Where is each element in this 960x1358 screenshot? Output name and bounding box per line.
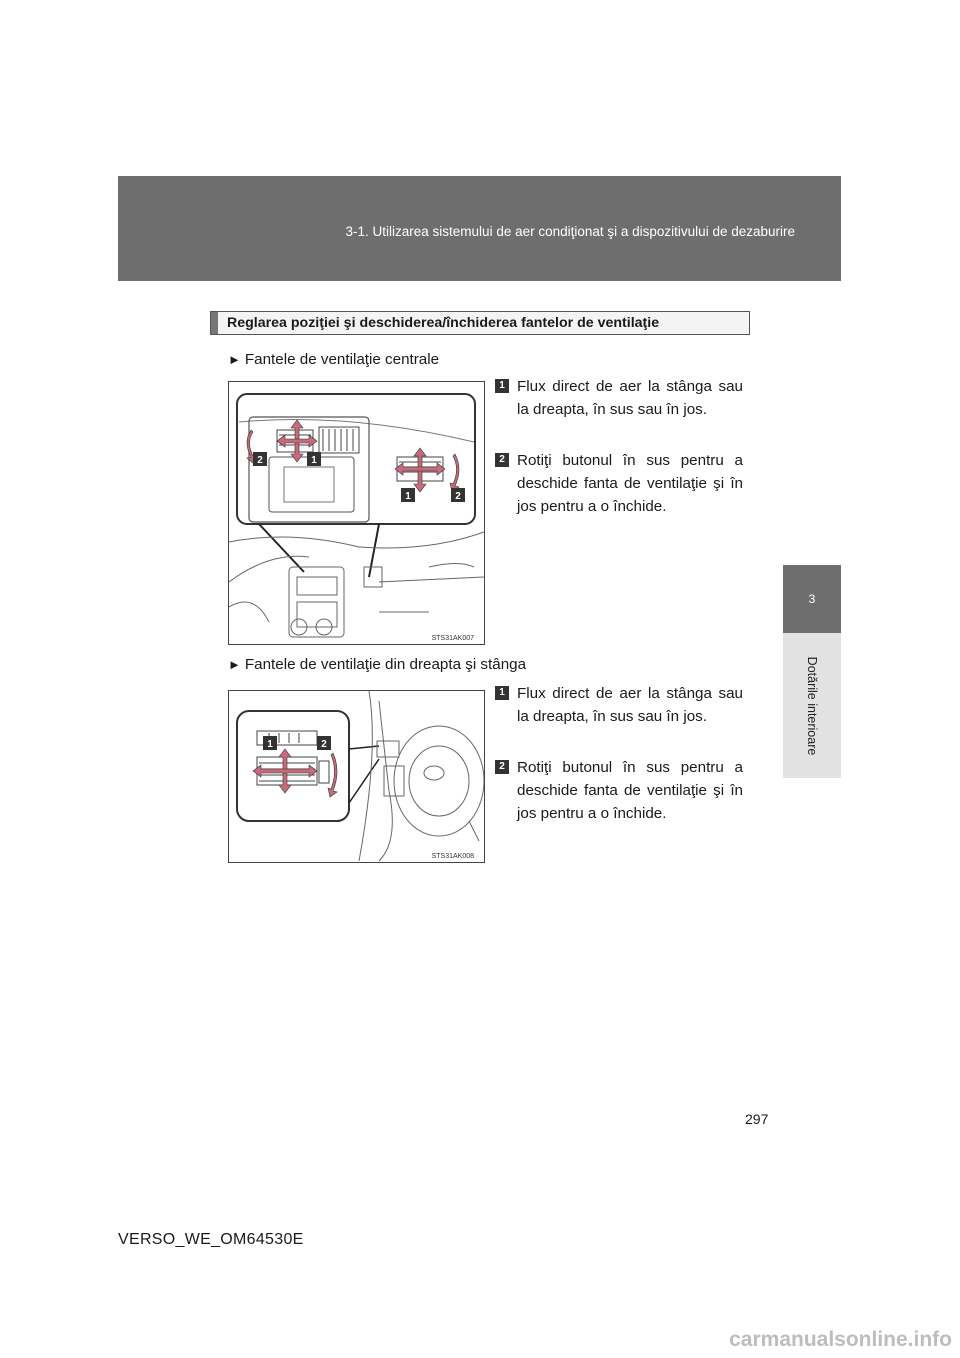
item-text: Flux direct de aer la stânga sau la dreapta, în sus sau în jos. (517, 378, 743, 418)
side-vents-item-1 (495, 682, 743, 728)
side-vents-illustration (229, 691, 484, 862)
chapter-header-band (118, 176, 841, 281)
side-vents-item-2 (495, 756, 743, 825)
callout-1: 1 (311, 455, 317, 466)
figure-code-side: STS31AK008 (431, 853, 474, 860)
chapter-tab-label-text: Dotările interioare (805, 656, 819, 755)
page-number: 297 (745, 1111, 769, 1127)
item-number-badge: 1 (495, 379, 509, 393)
item-number-badge: 2 (495, 453, 509, 467)
center-vents-item-2 (495, 449, 743, 518)
subsection-heading-text: Fantele de ventilaţie din dreapta şi stânga (244, 656, 527, 673)
item-number-badge: 1 (495, 686, 509, 700)
callout-1b: 1 (405, 491, 411, 502)
subsection-heading-text: Fantele de ventilaţie centrale (244, 351, 440, 368)
subsection-heading-side-vents (228, 656, 526, 673)
chapter-tab-number: 3 (783, 565, 841, 633)
chapter-breadcrumb: 3-1. Utilizarea sistemului de aer condiţionat şi a dispozitivului de dezaburire (345, 224, 795, 239)
callout-2b: 2 (455, 491, 461, 502)
item-number-badge: 2 (495, 760, 509, 774)
footer-document-code: VERSO_WE_OM64530E (118, 1231, 304, 1248)
bullet-triangle-icon: ► (228, 352, 241, 367)
item-text: Rotiţi butonul în sus pentru a deschide fanta de ventilaţie şi în jos pentru a o închide. (517, 759, 743, 822)
bullet-triangle-icon: ► (228, 657, 241, 672)
item-text: Rotiţi butonul în sus pentru a deschide fanta de ventilaţie şi în jos pentru a o închide. (517, 452, 743, 515)
watermark-text: carmanualsonline.info (729, 1328, 952, 1351)
center-vents-item-1 (495, 375, 743, 421)
callout-1c: 1 (267, 739, 273, 750)
subsection-heading-center-vents (228, 351, 439, 368)
callout-2c: 2 (321, 739, 327, 750)
chapter-tab-label (783, 633, 841, 778)
section-title: Reglarea poziţiei şi deschiderea/închiderea fantelor de ventilaţie (210, 311, 750, 335)
figure-code-center: STS31AK007 (431, 635, 474, 642)
figure-side-vents (228, 690, 485, 863)
center-vents-illustration (229, 382, 484, 644)
item-text: Flux direct de aer la stânga sau la dreapta, în sus sau în jos. (517, 685, 743, 725)
callout-2: 2 (257, 455, 263, 466)
figure-center-vents (228, 381, 485, 645)
